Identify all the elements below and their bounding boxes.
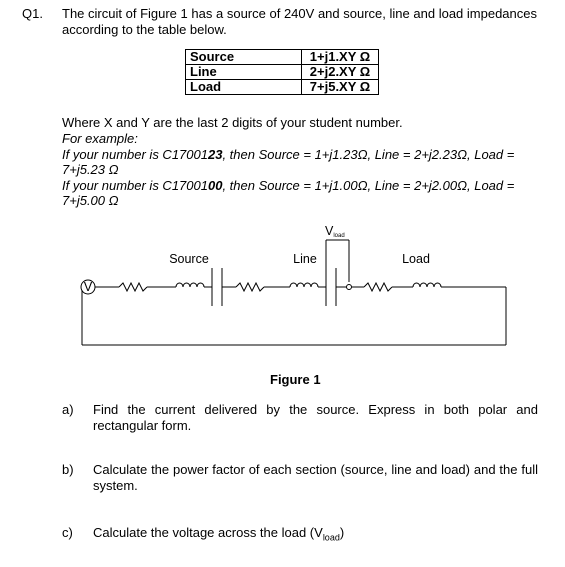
example-text: , then Source = 1+j1.23Ω, Line = 2+j2.23Ω, Load = — [222, 146, 515, 162]
subquestion-text-c — [93, 525, 538, 546]
example-line: 7+j5.00 Ω — [62, 193, 119, 208]
table-cell-value: 2+j2.XY Ω — [302, 65, 379, 80]
subquestion-text-a: Find the current delivered by the source. Express in both polar and rectangular form. — [93, 402, 538, 433]
node-terminal — [347, 285, 352, 290]
source-inductor — [176, 283, 204, 287]
question-text: The circuit of Figure 1 has a source of 240V and source, line and load impedances according to the table below. — [62, 6, 537, 37]
figure-caption: Figure 1 — [270, 372, 321, 387]
subquestion-label-b: b) — [62, 462, 74, 477]
example-text: If your number is C17001 — [62, 146, 208, 162]
line-inductor — [290, 283, 318, 287]
subquestion-text: ) — [339, 525, 345, 540]
subquestion-subscript: load — [322, 532, 340, 543]
table-cell-label: Source — [186, 50, 302, 65]
table-cell-label: Line — [186, 65, 302, 80]
label-load: Load — [402, 252, 430, 266]
subquestion-label-a: a) — [62, 402, 74, 417]
subquestion-text: Calculate the voltage across the load (V — [93, 525, 323, 540]
source-resistor — [119, 283, 147, 291]
example-heading: For example: — [62, 131, 138, 146]
subquestion-label-c: c) — [62, 525, 73, 540]
where-text: Where X and Y are the last 2 digits of your student number. — [62, 115, 403, 130]
label-line: Line — [293, 252, 317, 266]
table-cell-value: 7+j5.XY Ω — [302, 80, 379, 95]
vload-sub: load — [333, 233, 345, 239]
example-digits: 00 — [207, 177, 223, 193]
question-number: Q1. — [22, 6, 43, 21]
table-cell-value: 1+j1.XY Ω — [302, 50, 379, 65]
example-line: 7+j5.23 Ω — [62, 162, 119, 177]
example-text: If your number is C17001 — [62, 177, 208, 193]
label-source: Source — [169, 252, 209, 266]
vload-label — [325, 224, 345, 239]
table-cell-label: Load — [186, 80, 302, 95]
example-digits: 23 — [207, 146, 223, 162]
load-resistor — [364, 283, 392, 291]
vload-main: V — [325, 224, 334, 238]
line-resistor — [236, 283, 264, 291]
voltage-source-label: V — [83, 280, 93, 294]
subquestion-text-b: Calculate the power factor of each section (source, line and load) and the full system. — [93, 462, 538, 493]
load-inductor — [413, 283, 441, 287]
example-text: , then Source = 1+j1.00Ω, Line = 2+j2.00Ω, Load = — [222, 177, 515, 193]
